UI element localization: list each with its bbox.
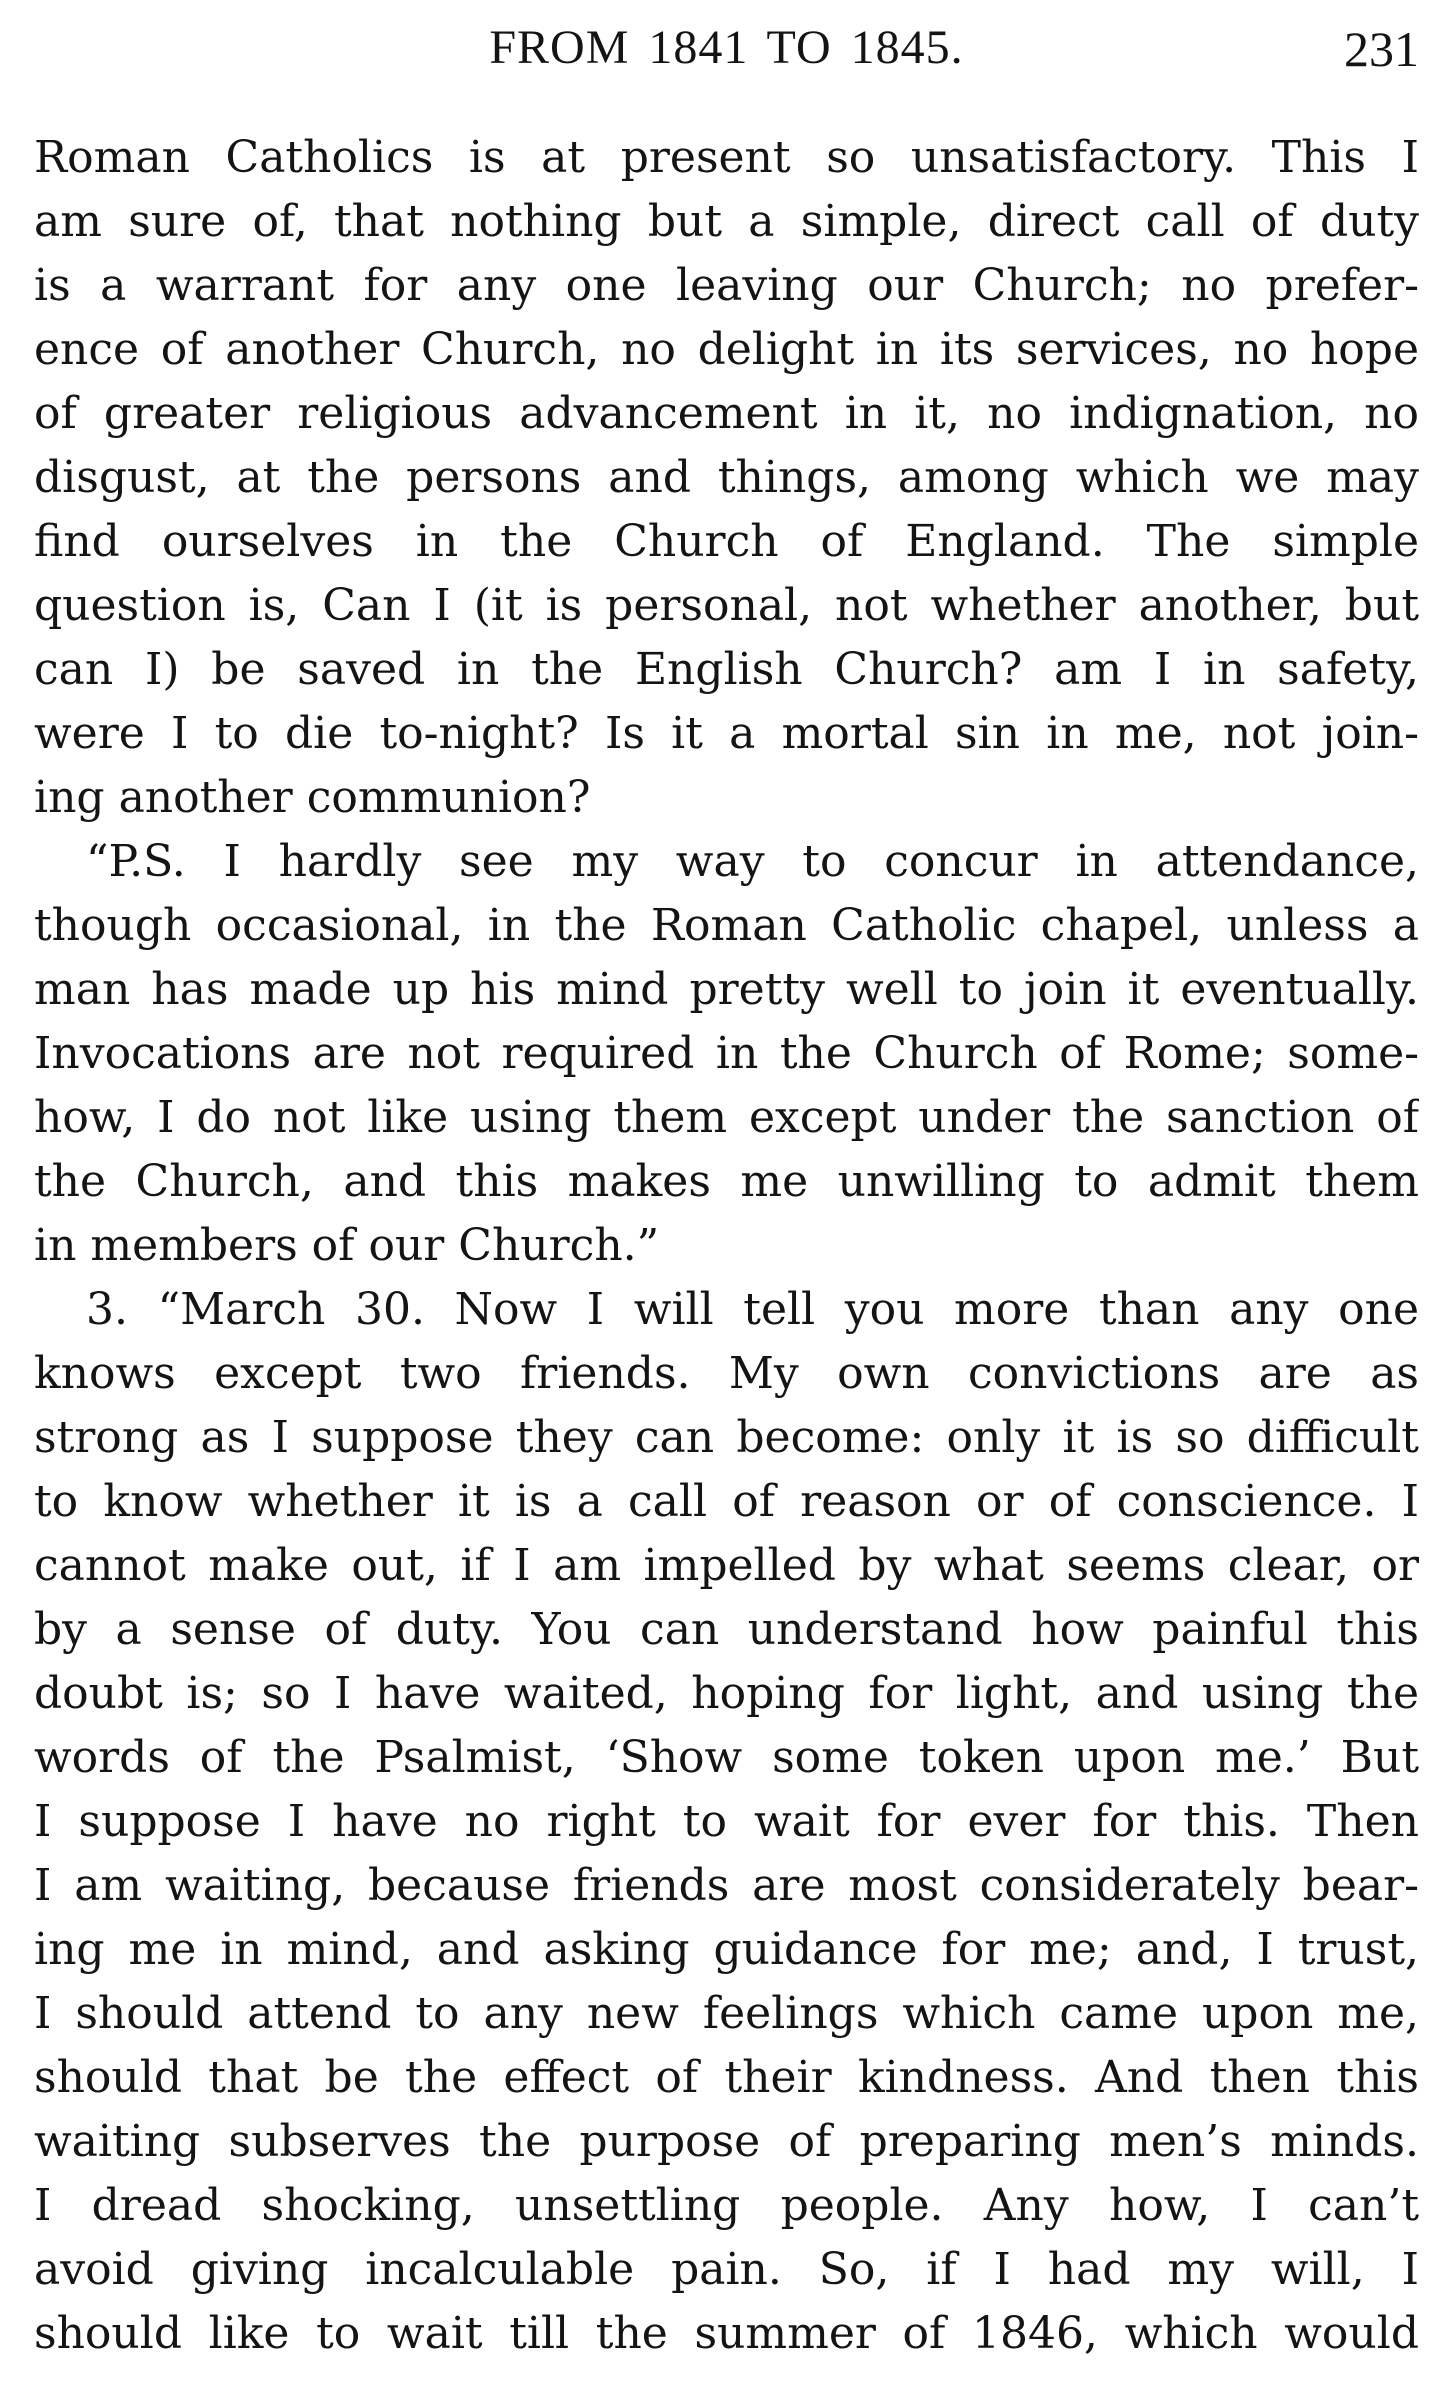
text-line: knows except two friends. My own convictions are as [34,1348,1419,1399]
text-line: ence of another Church, no delight in its services, no hope [34,324,1419,375]
text-line: Invocations are not required in the Church of Rome; some- [34,1028,1419,1079]
text-line: in members of our Church.” [34,1220,660,1271]
text-line: cannot make out, if I am impelled by what seems clear, or [34,1540,1419,1591]
text-line: I dread shocking, unsettling people. Any how, I can’t [34,2180,1419,2231]
text-line: am sure of, that nothing but a simple, direct call of duty [34,196,1419,247]
text-line: ing another communion? [34,772,591,823]
text-line: should like to wait till the summer of 1846, which would [34,2308,1419,2359]
text-line: to know whether it is a call of reason or of conscience. I [34,1476,1419,1527]
text-line: is a warrant for any one leaving our Church; no prefer- [34,260,1419,311]
text-line: by a sense of duty. You can understand how painful this [34,1604,1419,1655]
text-line: I should attend to any new feelings which came upon me, [34,1988,1419,2039]
text-line: though occasional, in the Roman Catholic chapel, unless a [34,900,1419,951]
text-line: waiting subserves the purpose of preparing men’s minds. [34,2116,1419,2167]
text-line: words of the Psalmist, ‘Show some token upon me.’ But [34,1732,1419,1783]
text-line: “P.S. I hardly see my way to concur in attendance, [86,836,1419,887]
page-header [34,16,1419,86]
text-line: disgust, at the persons and things, among which we may [34,452,1419,503]
text-line: how, I do not like using them except under the sanction of [34,1092,1419,1143]
text-line: avoid giving incalculable pain. So, if I had my will, I [34,2244,1419,2295]
text-line: I am waiting, because friends are most considerately bear- [34,1860,1419,1911]
text-line: doubt is; so I have waited, hoping for light, and using the [34,1668,1419,1719]
running-title: FROM 1841 TO 1845. [489,21,964,74]
text-line: strong as I suppose they can become: only it is so difficult [34,1412,1419,1463]
text-line: of greater religious advancement in it, no indignation, no [34,388,1419,439]
text-line: were I to die to-night? Is it a mortal sin in me, not join- [34,708,1419,759]
text-line: question is, Can I (it is personal, not whether another, but [34,580,1419,631]
text-line: 3. “March 30. Now I will tell you more than any one [86,1284,1419,1335]
body-text [34,126,1419,2366]
text-line: ing me in mind, and asking guidance for me; and, I trust, [34,1924,1419,1975]
text-line: find ourselves in the Church of England. The simple [34,516,1419,567]
text-line: man has made up his mind pretty well to join it eventually. [34,964,1419,1015]
page-number: 231 [1344,21,1419,77]
text-line: can I) be saved in the English Church? am I in safety, [34,644,1419,695]
text-line: Roman Catholics is at present so unsatisfactory. This I [34,132,1419,183]
text-line: I suppose I have no right to wait for ever for this. Then [34,1796,1419,1847]
text-line: should that be the effect of their kindness. And then this [34,2052,1419,2103]
text-line: the Church, and this makes me unwilling to admit them [34,1156,1419,1207]
